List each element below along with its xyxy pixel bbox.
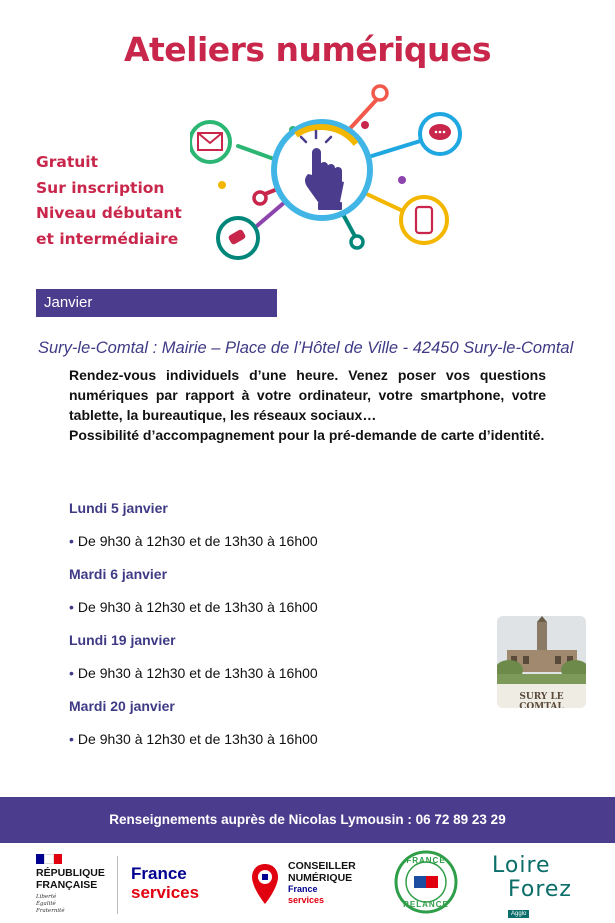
session-hours-row — [69, 665, 318, 681]
conseiller-line4: services — [288, 895, 325, 905]
feature-level-2: et intermédiaire — [36, 229, 179, 248]
session-hours-row — [69, 533, 318, 549]
town-hall-image — [497, 616, 586, 708]
description — [69, 365, 546, 445]
month-banner: Janvier — [36, 289, 277, 317]
france-relance-logo — [394, 850, 458, 914]
session-item — [69, 632, 318, 681]
conseiller-line3: France — [288, 884, 318, 894]
motto-egalite: Égalité — [36, 901, 56, 907]
session-hours: De 9h30 à 12h30 et de 13h30 à 16h00 — [77, 599, 318, 615]
session-day: Mardi 20 janvier — [69, 698, 175, 714]
feature-registration: Sur inscription — [36, 178, 165, 197]
digital-network-illustration — [190, 78, 480, 260]
france-services-logo — [131, 864, 199, 902]
session-day: Mardi 6 janvier — [69, 566, 168, 582]
france-services-line2: services — [131, 883, 200, 902]
conseiller-line1: CONSEILLER — [288, 860, 356, 872]
loire-forez-logo — [492, 854, 582, 920]
relance-bottom-text: RELANCE — [403, 900, 449, 909]
republique-francaise-logo — [36, 854, 116, 915]
session-hours-row — [69, 731, 318, 747]
bullet-icon: • — [69, 665, 74, 681]
session-item — [69, 500, 318, 549]
loire-forez-tag: Agglo — [508, 910, 529, 918]
session-day: Lundi 19 janvier — [69, 632, 176, 648]
page-title: Ateliers numériques — [123, 30, 492, 69]
republique-line1: RÉPUBLIQUE — [36, 867, 105, 879]
loire-forez-line1: Loire — [492, 853, 551, 878]
bullet-icon: • — [69, 731, 74, 747]
map-pin-icon — [250, 862, 280, 906]
session-hours: De 9h30 à 12h30 et de 13h30 à 16h00 — [77, 665, 318, 681]
republique-line2: FRANÇAISE — [36, 879, 98, 891]
feature-level: Niveau débutant — [36, 204, 182, 222]
loire-forez-line2: Forez — [508, 877, 572, 902]
partner-logos — [0, 848, 615, 923]
motto-fraternite: Fraternité — [36, 908, 65, 914]
conseiller-line2: NUMÉRIQUE — [288, 872, 353, 884]
session-hours: De 9h30 à 12h30 et de 13h30 à 16h00 — [77, 731, 318, 747]
session-item — [69, 566, 318, 615]
session-day: Lundi 5 janvier — [69, 500, 168, 516]
description-paragraph: Rendez-vous individuels d’une heure. Venez poser vos questions numériques par rapport à votre ordinateur, votre smartphone, votre tablette, la bureautique, les réseaux sociaux… — [69, 367, 546, 423]
contact-banner: Renseignements auprès de Nicolas Lymousin : 06 72 89 23 29 — [0, 797, 615, 843]
bullet-icon: • — [69, 533, 74, 549]
session-hours: De 9h30 à 12h30 et de 13h30 à 16h00 — [77, 533, 318, 549]
location-address: Sury-le-Comtal : Mairie – Place de l’Hôtel de Ville - 42450 Sury-le-Comtal — [38, 339, 574, 357]
feature-free: Gratuit — [36, 153, 98, 171]
bullet-icon: • — [69, 599, 74, 615]
french-flag-icon — [36, 854, 62, 864]
session-item — [69, 698, 318, 747]
session-hours-row — [69, 599, 318, 615]
relance-top-text: FRANCE — [406, 856, 446, 865]
description-paragraph: Possibilité d’accompagnement pour la pré-demande de carte d’identité. — [69, 427, 545, 443]
feature-list — [36, 150, 182, 252]
france-services-line1: France — [131, 864, 187, 883]
logo-divider — [117, 856, 118, 914]
town-name: SURY LE COMTAL — [519, 692, 564, 708]
motto-liberte: Liberté — [36, 894, 57, 900]
